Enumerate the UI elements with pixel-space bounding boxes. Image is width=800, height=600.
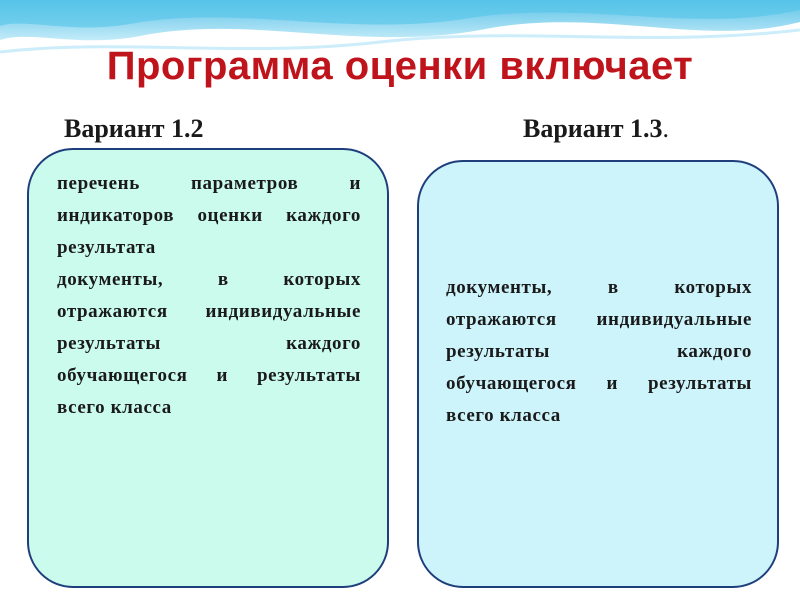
variant-label-right-dot: . [662, 114, 670, 143]
list-item [422, 272, 752, 432]
list-item-text: документы, в которых отражаются индивидуальные результаты каждого обучающегося и результаты всего класса [446, 277, 752, 426]
page-title: Программа оценки включает [106, 44, 694, 88]
criteria-list-left [33, 168, 361, 424]
variant-label-left: Вариант 1.2 [64, 114, 204, 143]
list-item [33, 264, 361, 424]
variant-label-right: Вариант 1.3 [523, 114, 663, 143]
list-item [33, 168, 361, 264]
variant-heading-right [523, 114, 669, 144]
list-item-text: документы, в которых отражаются индивидуальные результаты каждого обучающегося и результаты всего класса [57, 269, 361, 418]
variant-heading-left [64, 114, 204, 144]
list-item-text: перечень параметров и индикаторов оценки каждого результата [57, 173, 361, 258]
criteria-list-right [422, 272, 752, 432]
